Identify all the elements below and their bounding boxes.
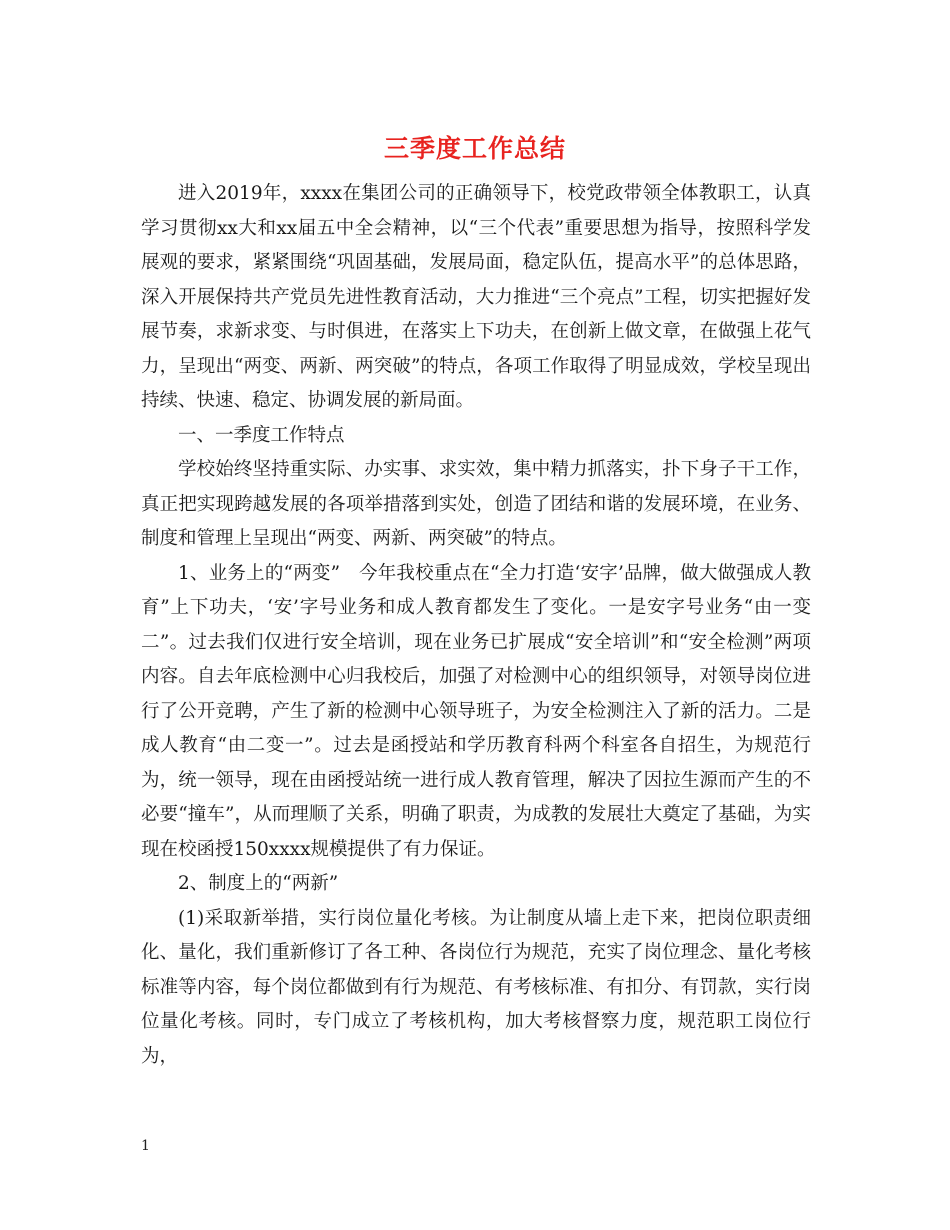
section-heading-system-innovations: 2、制度上的“两新” bbox=[178, 873, 339, 894]
section-heading-q1-features: 一、一季度工作特点 bbox=[178, 424, 345, 446]
paragraph-intro: 进入2019年，xxxx在集团公司的正确领导下，校党政带领全体教职工，认真学习贯彻xx大和xx届五中全会精神，以“三个代表”重要思想为指导，按照科学发展观的要求，紧紧围绕“巩固基础，发展局面，稳定队伍，提高水平”的总体思路，深入开展保持共产党员先进性教育活动，大力推进“三个亮点”工程，切实把握好发展节奏，求新求变、与时俱进，在落实上下功夫，在创新上做文章，在做强上花气力，呈现出“两变、两新、两突破”的特点，各项工作取得了明显成效，学校呈现出持续、快速、稳定、协调发展的新局面。 bbox=[141, 183, 811, 411]
paragraph-q1-features: 学校始终坚持重实际、办实事、求实效，集中精力抓落实，扑下身子干工作，真正把实现跨越发展的各项举措落到实处，创造了团结和谐的发展环境，在业务、制度和管理上呈现出“两变、两新、两突破”的特点。 bbox=[141, 459, 811, 549]
document-title: 三季度工作总结 bbox=[383, 134, 566, 163]
paragraph-post-assessment: (1)采取新举措，实行岗位量化考核。为让制度从墙上走下来，把岗位职责细化、量化，我们重新修订了各工种、各岗位行为规范，充实了岗位理念、量化考核标准等内容，每个岗位都做到有行为规范、有考核标准、有扣分、有罚款，实行岗位量化考核。同时，专门成立了考核机构，加大考核督察力度，规范职工岗位行为， bbox=[141, 907, 811, 1067]
paragraph-business-changes: 1、业务上的“两变” 今年我校重点在“全力打造‘安字’品牌，做大做强成人教育”上下功夫，‘安’字号业务和成人教育都发生了变化。一是安字号业务“由一变二”。过去我们仅进行安全培训，现在业务已扩展成“安全培训”和“安全检测”两项内容。自去年底检测中心归我校后，加强了对检测中心的组织领导，对领导岗位进行了公开竞聘，产生了新的检测中心领导班子，为安全检测注入了新的活力。二是成人教育“由二变一”。过去是函授站和学历教育科两个科室各自招生，为规范行为，统一领导，现在由函授站统一进行成人教育管理，解决了因拉生源而产生的不必要“撞车”，从而理顺了关系，明确了职责，为成教的发展壮大奠定了基础，为实现在校函授150xxxx规模提供了有力保证。 bbox=[141, 562, 811, 860]
page-number: 1 bbox=[141, 1138, 150, 1154]
document-body bbox=[141, 177, 811, 1074]
